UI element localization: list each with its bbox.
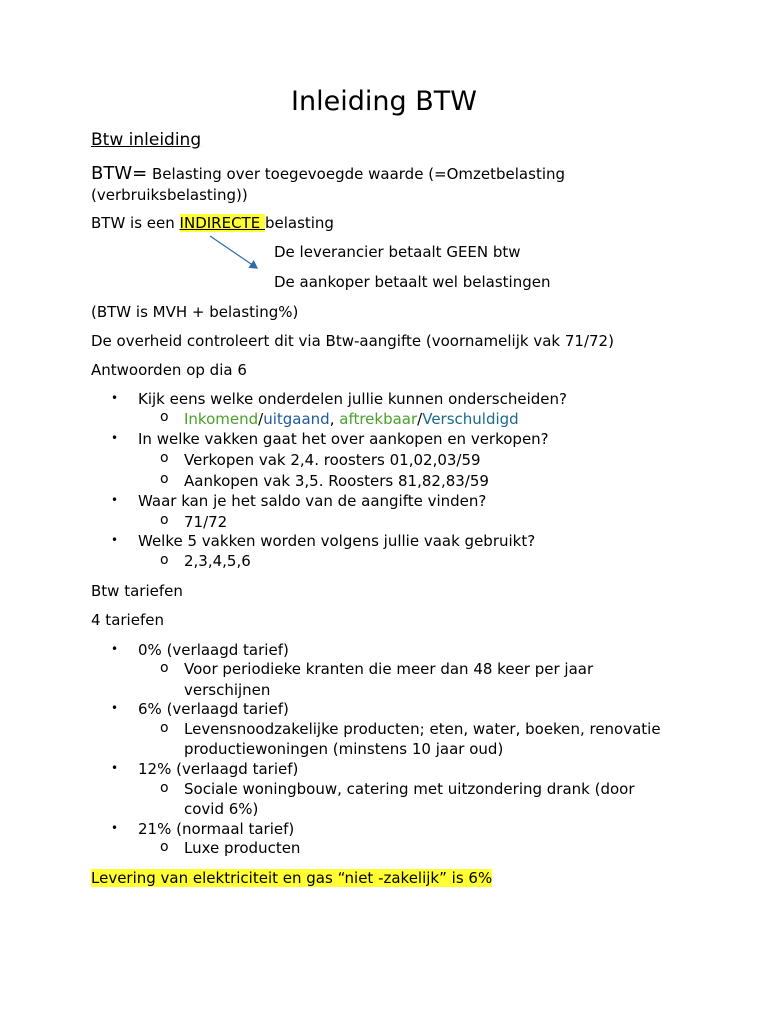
overheid-line: De overheid controleert dit via Btw-aangifte (voornamelijk vak 71/72) — [91, 332, 614, 350]
aankoper-line: De aankoper betaalt wel belastingen — [274, 273, 551, 291]
answer-2a: Verkopen vak 2,4. roosters 01,02,03/59 — [184, 451, 481, 469]
indirect-line — [91, 213, 334, 233]
definition-label: BTW= — [91, 163, 148, 184]
bullet-icon: • — [111, 821, 119, 835]
question-4: Welke 5 vakken worden volgens jullie vaak gebruikt? — [138, 532, 536, 550]
tarief-21-desc-1: Luxe producten — [184, 839, 301, 857]
sub-bullet-icon: o — [160, 471, 169, 487]
tarief-12-desc-2: covid 6%) — [184, 800, 259, 818]
bullet-icon: • — [111, 533, 119, 547]
tarief-6: 6% (verlaagd tarief) — [138, 700, 289, 718]
sub-bullet-icon: o — [160, 660, 169, 676]
answer-3: 71/72 — [184, 513, 228, 531]
tarief-0: 0% (verlaagd tarief) — [138, 641, 289, 659]
bullet-icon: • — [111, 761, 119, 775]
levering-note — [91, 868, 492, 888]
answer-4: 2,3,4,5,6 — [184, 552, 251, 570]
bullet-icon: • — [111, 391, 119, 405]
tarief-21: 21% (normaal tarief) — [138, 820, 295, 838]
sub-bullet-icon: o — [160, 780, 169, 796]
leverancier-line: De leverancier betaalt GEEN btw — [274, 243, 521, 261]
tarieven-heading: Btw tariefen — [91, 582, 183, 600]
term-aftrekbaar: aftrekbaar — [339, 410, 418, 428]
tarief-6-desc-2: productiewoningen (minstens 10 jaar oud) — [184, 740, 504, 758]
sub-bullet-icon: o — [160, 839, 169, 855]
bullet-icon: • — [111, 701, 119, 715]
tarieven-count: 4 tariefen — [91, 611, 164, 629]
question-2: In welke vakken gaat het over aankopen en verkopen? — [138, 430, 549, 448]
sub-bullet-icon: o — [160, 552, 169, 568]
definition-text: Belasting over toegevoegde waarde (=Omzetbelasting — [147, 165, 566, 183]
term-inkomend: Inkomend — [184, 410, 259, 428]
term-verschuldigd: Verschuldigd — [422, 410, 519, 428]
indirect-pre: BTW is een — [91, 214, 180, 232]
indirect-post: belasting — [264, 214, 334, 232]
bullet-icon: • — [111, 493, 119, 507]
sub-bullet-icon: o — [160, 720, 169, 736]
answer-2b: Aankopen vak 3,5. Roosters 81,82,83/59 — [184, 472, 489, 490]
slash: / — [258, 410, 264, 428]
sub-bullet-icon: o — [160, 512, 169, 528]
mvh-line: (BTW is MVH + belasting%) — [91, 303, 299, 321]
sub-bullet-icon: o — [160, 409, 169, 425]
tarief-0-desc-1: Voor periodieke kranten die meer dan 48 keer per jaar — [184, 660, 594, 678]
arrow-icon — [205, 232, 265, 272]
page-title: Inleiding BTW — [291, 86, 477, 117]
answer-1 — [184, 409, 519, 429]
definition-line — [91, 164, 565, 184]
term-uitgaand: uitgaand — [263, 410, 330, 428]
tarief-0-desc-2: verschijnen — [184, 681, 271, 699]
sub-bullet-icon: o — [160, 450, 169, 466]
question-3: Waar kan je het saldo van de aangifte vinden? — [138, 492, 487, 510]
slash: / — [417, 410, 423, 428]
definition-text-2: (verbruiksbelasting)) — [91, 186, 248, 204]
section-heading-inleiding: Btw inleiding — [91, 130, 202, 150]
tarief-12-desc-1: Sociale woningbouw, catering met uitzondering drank (door — [184, 780, 635, 798]
tarief-12: 12% (verlaagd tarief) — [138, 760, 299, 778]
indirect-highlight: INDIRECTE — [179, 214, 265, 232]
levering-highlight: Levering van elektriciteit en gas “niet -zakelijk” is 6% — [91, 869, 493, 887]
tarief-6-desc-1: Levensnoodzakelijke producten; eten, water, boeken, renovatie — [184, 720, 661, 738]
antwoorden-line: Antwoorden op dia 6 — [91, 361, 247, 379]
comma: , — [329, 410, 340, 428]
question-1: Kijk eens welke onderdelen jullie kunnen onderscheiden? — [138, 390, 567, 408]
bullet-icon: • — [111, 642, 119, 656]
bullet-icon: • — [111, 431, 119, 445]
